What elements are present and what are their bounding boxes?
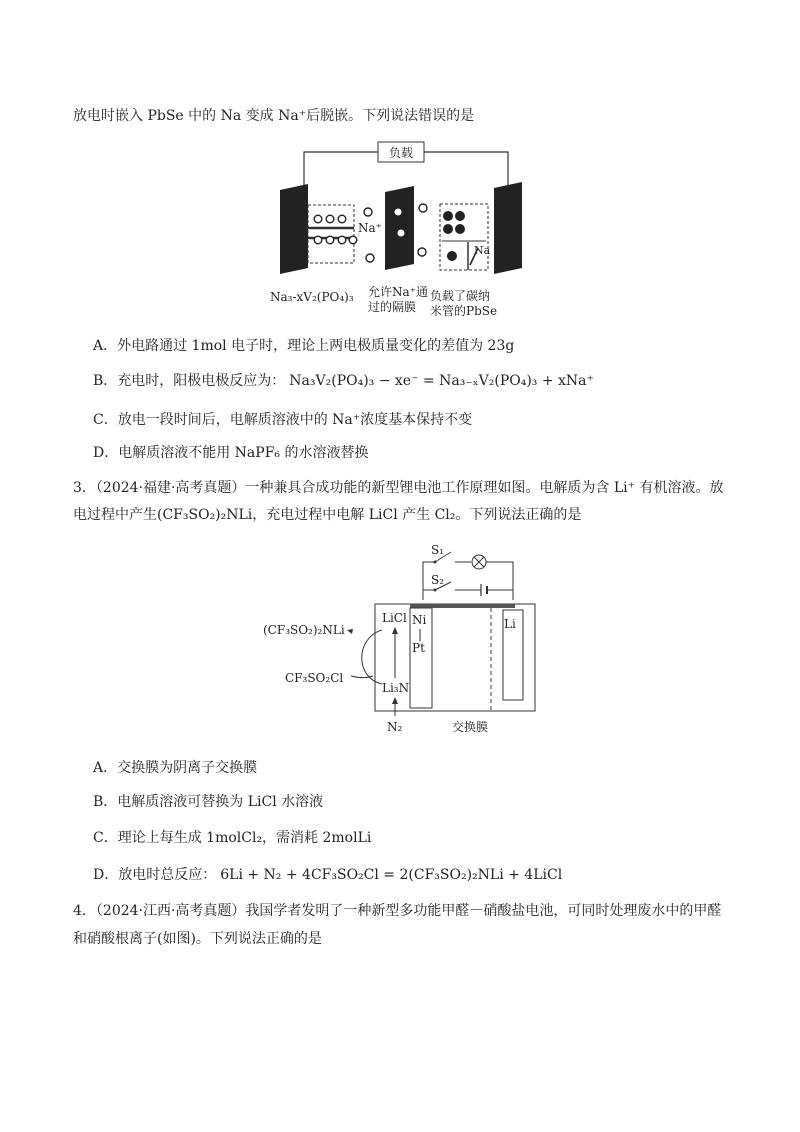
q3-option-d-text: D．放电时总反应：: [93, 867, 217, 883]
pt-label: Pt: [412, 641, 425, 655]
q4-stem-line-2: 和硝酸根离子(如图)。下列说法正确的是: [73, 931, 322, 947]
na-label-right: Na: [474, 244, 491, 257]
figure-lithium-battery: [255, 538, 555, 738]
ni-label: Ni: [412, 613, 427, 627]
li-label: Li: [504, 617, 516, 631]
right-electrode-label-1: 负载了碳纳: [430, 289, 491, 303]
membrane-label: 交换膜: [452, 720, 489, 734]
separator-label-1: 允许Na⁺通: [368, 285, 428, 299]
q4-stem-line-1: 4．（2024·江西·高考真题）我国学者发明了一种新型多功能甲醛－硝酸盐电池，可同时处理废水中的甲醛: [73, 903, 722, 919]
na-ion-label: Na⁺: [358, 221, 382, 235]
product-label: (CF₃SO₂)₂NLi: [263, 623, 345, 637]
separator: [385, 186, 414, 270]
left-electrode-label: Na₃-xV₂(PO₄)₃: [270, 290, 354, 304]
q3-option-a: A．交换膜为阴离子交换膜: [93, 760, 258, 776]
q2-option-b: [93, 371, 594, 391]
switch-s2-label: S₂: [431, 573, 445, 587]
q3-stem-line-2: 电过程中产生(CF₃SO₂)₂NLi，充电过程中电解 LiCl 产生 Cl₂。下列说法正确的是: [73, 507, 582, 523]
reactant-label: CF₃SO₂Cl: [285, 671, 344, 685]
load-label: 负载: [388, 146, 414, 160]
switch-s1-label: S₁: [431, 543, 445, 557]
q3-option-b: B．电解质溶液可替换为 LiCl 水溶液: [93, 794, 324, 810]
q3-stem-line-1: 3．（2024·福建·高考真题）一种兼具合成功能的新型锂电池工作原理如图。电解质为含 Li⁺ 有机溶液。放: [73, 480, 724, 496]
left-na-circles: [314, 215, 357, 244]
q3-option-c: C．理论上每生成 1molCl₂，需消耗 2molLi: [93, 830, 372, 846]
right-electrode: [494, 182, 522, 274]
n2-label: N₂: [387, 720, 403, 734]
right-na-dots: [443, 211, 465, 261]
figure-sodium-battery: [260, 130, 560, 330]
q2-option-d: D．电解质溶液不能用 NaPF₆ 的水溶液替换: [93, 445, 369, 461]
separator-label-2: 过的隔膜: [368, 300, 417, 314]
li3n-label: Li₃N: [382, 681, 410, 695]
intro-line: 放电时嵌入 PbSe 中的 Na 变成 Na⁺后脱嵌。下列说法错误的是: [73, 108, 475, 124]
q3-option-d-formula: 6Li + N₂ + 4CF₃SO₂Cl = 2(CF₃SO₂)₂NLi + 4LiCl: [220, 867, 563, 883]
left-electrode: [280, 184, 308, 274]
licl-label: LiCl: [382, 611, 407, 625]
q2-option-c: C．放电一段时间后，电解质溶液中的 Na⁺浓度基本保持不变: [93, 412, 473, 428]
right-electrode-label-2: 米管的PbSe: [430, 304, 498, 318]
q2-option-b-text: B．充电时，阳极电极反应为：: [93, 373, 286, 389]
q3-option-d: [93, 865, 562, 885]
q2-option-a: A．外电路通过 1mol 电子时，理论上两电极质量变化的差值为 23g: [93, 338, 515, 354]
q2-option-b-formula: Na₃V₂(PO₄)₃ − xe⁻ = Na₃₋ₓV₂(PO₄)₃ + xNa⁺: [289, 373, 594, 389]
ni-pt-bar: |: [418, 627, 423, 641]
